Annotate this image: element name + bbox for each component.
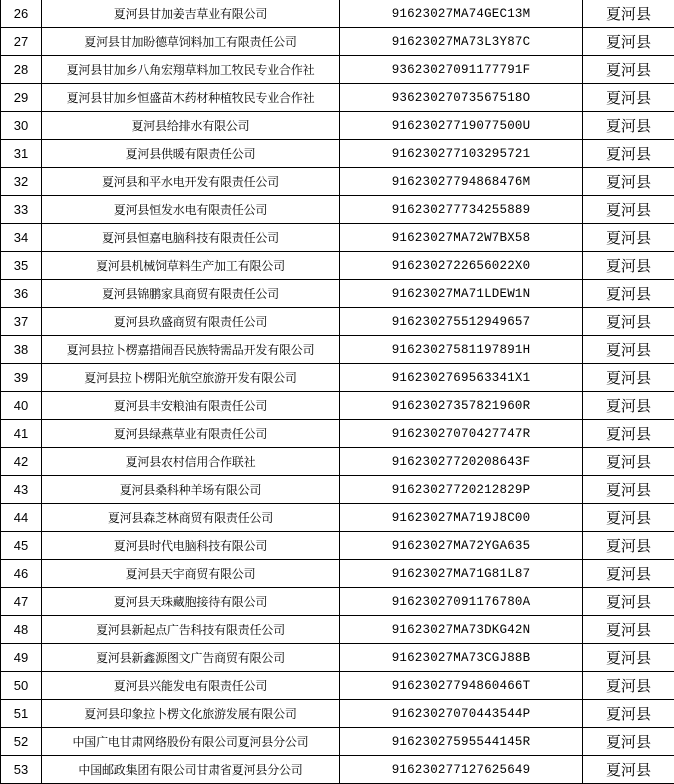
company-name-cell: 中国邮政集团有限公司甘肃省夏河县分公司 [42, 756, 340, 784]
county-cell: 夏河县 [583, 0, 674, 28]
company-name-cell: 夏河县甘加盼德草饲料加工有限责任公司 [42, 28, 340, 56]
credit-code-cell: 91623027720212829P [340, 476, 583, 504]
row-number-cell: 34 [1, 224, 42, 252]
county-cell: 夏河县 [583, 588, 674, 616]
credit-code-cell: 91623027MA71LDEW1N [340, 280, 583, 308]
row-number-cell: 29 [1, 84, 42, 112]
table-row [1, 588, 674, 616]
table-row [1, 252, 674, 280]
county-cell: 夏河县 [583, 28, 674, 56]
company-name-cell: 夏河县甘加乡恒盛苗木药材种植牧民专业合作社 [42, 84, 340, 112]
table-row [1, 448, 674, 476]
county-cell: 夏河县 [583, 196, 674, 224]
row-number-cell: 52 [1, 728, 42, 756]
company-name-cell: 夏河县机械饲草料生产加工有限公司 [42, 252, 340, 280]
table-row [1, 84, 674, 112]
row-number-cell: 45 [1, 532, 42, 560]
company-name-cell: 夏河县桑科种羊场有限公司 [42, 476, 340, 504]
company-name-cell: 夏河县恒发水电有限责任公司 [42, 196, 340, 224]
row-number-cell: 48 [1, 616, 42, 644]
table-row [1, 420, 674, 448]
company-name-cell: 夏河县森芝林商贸有限责任公司 [42, 504, 340, 532]
table-row [1, 504, 674, 532]
county-cell: 夏河县 [583, 280, 674, 308]
row-number-cell: 33 [1, 196, 42, 224]
row-number-cell: 37 [1, 308, 42, 336]
table-row [1, 728, 674, 756]
row-number-cell: 51 [1, 700, 42, 728]
county-cell: 夏河县 [583, 392, 674, 420]
table-row [1, 364, 674, 392]
company-table-body [1, 0, 674, 784]
company-name-cell: 夏河县时代电脑科技有限公司 [42, 532, 340, 560]
company-name-cell: 夏河县新鑫源图文广告商贸有限公司 [42, 644, 340, 672]
credit-code-cell: 91623027070427747R [340, 420, 583, 448]
county-cell: 夏河县 [583, 728, 674, 756]
row-number-cell: 49 [1, 644, 42, 672]
credit-code-cell: 91623027MA72W7BX58 [340, 224, 583, 252]
row-number-cell: 35 [1, 252, 42, 280]
row-number-cell: 43 [1, 476, 42, 504]
credit-code-cell: 93623027091177791F [340, 56, 583, 84]
county-cell: 夏河县 [583, 168, 674, 196]
company-name-cell: 夏河县天珠藏胞接待有限公司 [42, 588, 340, 616]
county-cell: 夏河县 [583, 364, 674, 392]
credit-code-cell: 91623027070443544P [340, 700, 583, 728]
company-name-cell: 夏河县供暖有限责任公司 [42, 140, 340, 168]
company-name-cell: 夏河县甘加姜吉草业有限公司 [42, 0, 340, 28]
company-name-cell: 夏河县和平水电开发有限责任公司 [42, 168, 340, 196]
credit-code-cell: 91623027695633​41X1 [340, 364, 583, 392]
company-name-cell: 夏河县兴能发电有限责任公司 [42, 672, 340, 700]
credit-code-cell: 91623027357821960R [340, 392, 583, 420]
company-name-cell: 夏河县绿燕草业有限责任公司 [42, 420, 340, 448]
table-row [1, 56, 674, 84]
county-cell: 夏河县 [583, 56, 674, 84]
table-row [1, 392, 674, 420]
credit-code-cell: 91623027MA73CGJ88B [340, 644, 583, 672]
table-row [1, 616, 674, 644]
county-cell: 夏河县 [583, 700, 674, 728]
county-cell: 夏河县 [583, 756, 674, 784]
credit-code-cell: 916230275512949657 [340, 308, 583, 336]
row-number-cell: 30 [1, 112, 42, 140]
credit-code-cell: 916230277127625649 [340, 756, 583, 784]
row-number-cell: 32 [1, 168, 42, 196]
table-row [1, 196, 674, 224]
table-row [1, 700, 674, 728]
company-name-cell: 夏河县印象拉卜楞文化旅游发展有限公司 [42, 700, 340, 728]
table-row [1, 672, 674, 700]
row-number-cell: 36 [1, 280, 42, 308]
table-row [1, 280, 674, 308]
company-name-cell: 中国广电甘肃网络股份有限公司夏河县分公司 [42, 728, 340, 756]
county-cell: 夏河县 [583, 112, 674, 140]
county-cell: 夏河县 [583, 532, 674, 560]
row-number-cell: 41 [1, 420, 42, 448]
row-number-cell: 28 [1, 56, 42, 84]
row-number-cell: 42 [1, 448, 42, 476]
row-number-cell: 47 [1, 588, 42, 616]
row-number-cell: 38 [1, 336, 42, 364]
credit-code-cell: 91623027MA73L3Y87C [340, 28, 583, 56]
table-row [1, 560, 674, 588]
credit-code-cell: 91623027794868476M [340, 168, 583, 196]
company-name-cell: 夏河县恒嘉电脑科技有限责任公司 [42, 224, 340, 252]
company-name-cell: 夏河县丰安粮油有限责任公司 [42, 392, 340, 420]
company-name-cell: 夏河县甘加乡八角宏翔草料加工牧民专业合作社 [42, 56, 340, 84]
row-number-cell: 40 [1, 392, 42, 420]
table-row [1, 112, 674, 140]
credit-code-cell: 91623027091176780A [340, 588, 583, 616]
county-cell: 夏河县 [583, 420, 674, 448]
county-cell: 夏河县 [583, 672, 674, 700]
county-cell: 夏河县 [583, 252, 674, 280]
county-cell: 夏河县 [583, 504, 674, 532]
company-name-cell: 夏河县新起点广告科技有限责任公司 [42, 616, 340, 644]
table-row [1, 168, 674, 196]
credit-code-cell: 91623027226560​22X0 [340, 252, 583, 280]
row-number-cell: 53 [1, 756, 42, 784]
credit-code-cell: 916230277734255889 [340, 196, 583, 224]
credit-code-cell: 91623027581197891H [340, 336, 583, 364]
company-name-cell: 夏河县玖盛商贸有限责任公司 [42, 308, 340, 336]
credit-code-cell: 916230277103295721 [340, 140, 583, 168]
county-cell: 夏河县 [583, 140, 674, 168]
company-name-cell: 夏河县农村信用合作联社 [42, 448, 340, 476]
row-number-cell: 27 [1, 28, 42, 56]
table-row [1, 308, 674, 336]
credit-code-cell: 91623027720208643F [340, 448, 583, 476]
table-row [1, 140, 674, 168]
row-number-cell: 50 [1, 672, 42, 700]
credit-code-cell: 91623027MA72YGA635 [340, 532, 583, 560]
county-cell: 夏河县 [583, 84, 674, 112]
county-cell: 夏河县 [583, 336, 674, 364]
table-row [1, 0, 674, 28]
credit-code-cell: 91623027MA73DKG42N [340, 616, 583, 644]
company-name-cell: 夏河县拉卜楞阳光航空旅游开发有限公司 [42, 364, 340, 392]
county-cell: 夏河县 [583, 476, 674, 504]
row-number-cell: 26 [1, 0, 42, 28]
company-name-cell: 夏河县拉卜楞嘉措闹吾民族特需品开发有限公司 [42, 336, 340, 364]
credit-code-cell: 91623027719077500U [340, 112, 583, 140]
row-number-cell: 31 [1, 140, 42, 168]
credit-code-cell: 91623027MA719J8C00 [340, 504, 583, 532]
table-row [1, 532, 674, 560]
table-row [1, 28, 674, 56]
credit-code-cell: 91623027MA71G81L87 [340, 560, 583, 588]
table-row [1, 224, 674, 252]
credit-code-cell: 91623027595544145R [340, 728, 583, 756]
table-row [1, 336, 674, 364]
credit-code-cell: 91623027794860466T [340, 672, 583, 700]
county-cell: 夏河县 [583, 616, 674, 644]
company-name-cell: 夏河县锦鹏家具商贸有限责任公司 [42, 280, 340, 308]
table-row [1, 756, 674, 784]
row-number-cell: 39 [1, 364, 42, 392]
credit-code-cell: 91623027MA74GEC13M [340, 0, 583, 28]
county-cell: 夏河县 [583, 448, 674, 476]
credit-code-cell: 93623027073567518O [340, 84, 583, 112]
row-number-cell: 46 [1, 560, 42, 588]
county-cell: 夏河县 [583, 308, 674, 336]
county-cell: 夏河县 [583, 560, 674, 588]
company-name-cell: 夏河县给排水有限公司 [42, 112, 340, 140]
table-row [1, 476, 674, 504]
table-row [1, 644, 674, 672]
company-name-cell: 夏河县天宇商贸有限公司 [42, 560, 340, 588]
county-cell: 夏河县 [583, 644, 674, 672]
county-cell: 夏河县 [583, 224, 674, 252]
row-number-cell: 44 [1, 504, 42, 532]
